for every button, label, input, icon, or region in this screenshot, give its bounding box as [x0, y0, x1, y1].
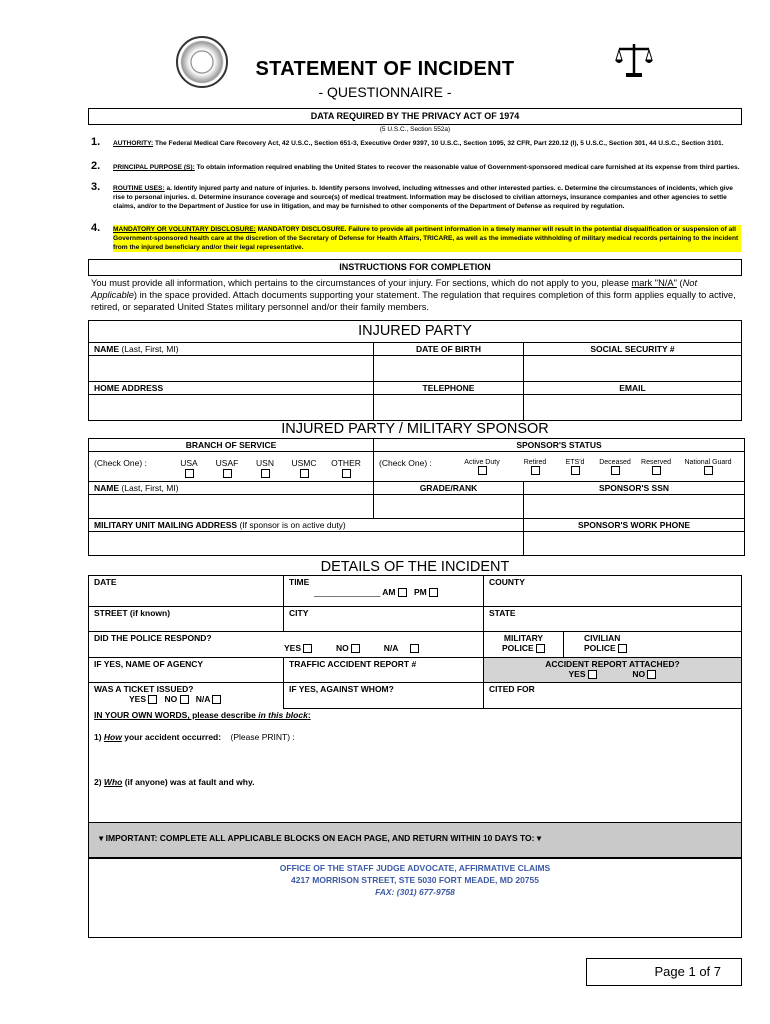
instructions-not-applicable: Not Applicable — [91, 278, 698, 300]
na-label: N/A — [383, 643, 399, 653]
q1-number: 1) — [94, 732, 104, 742]
branch-usn[interactable] — [246, 458, 284, 478]
narrative-block[interactable] — [89, 709, 742, 827]
instructions-text — [91, 277, 741, 313]
routine-uses-text — [113, 184, 741, 211]
branch-usn-checkbox[interactable] — [261, 469, 270, 478]
yes-label: YES — [129, 694, 147, 704]
ticket-no-checkbox[interactable] — [180, 695, 189, 704]
status-deceased-checkbox[interactable] — [611, 466, 620, 475]
social-security-input[interactable] — [524, 356, 742, 382]
incident-table — [88, 575, 742, 827]
military-police-field[interactable] — [484, 632, 564, 658]
privacy-act-citation: (5 U.S.C., Section 552a) — [379, 126, 451, 133]
question-how — [94, 732, 736, 742]
branch-usaf[interactable] — [208, 458, 246, 478]
item-number: 2. — [91, 160, 101, 172]
grade-rank-field[interactable]: GRADE/RANK — [374, 482, 524, 495]
police-yes-checkbox[interactable] — [303, 644, 312, 653]
incident-section-title: DETAILS OF THE INCIDENT — [320, 559, 510, 575]
routine-uses-label: ROUTINE USES: — [113, 185, 165, 192]
injured-name-label: NAME — [94, 344, 120, 354]
police-na-checkbox[interactable] — [410, 644, 419, 653]
injured-name-hint: (Last, First, MI) — [121, 344, 179, 354]
status-deceased[interactable] — [595, 458, 635, 475]
injured-name-input[interactable] — [89, 356, 374, 382]
instructions-part: You must provide all information, which pertains to the circumstances of your injury. For sections, which do not apply to you, please — [91, 278, 632, 288]
authority-body: The Federal Medical Care Recovery Act, 42 U.S.C., Section 651-3, Executive Order 9397, 10 U.S.C., Section 1095, 32 CFR, Part 220.12 (I), 5 U.S.C., Section 301, 44 U.S.C., Section 3101. — [153, 140, 724, 147]
instructions-part: ( — [676, 278, 683, 288]
status-checkboxes — [374, 452, 745, 482]
against-whom-field[interactable]: IF YES, AGAINST WHOM? — [284, 683, 484, 709]
branch-usmc[interactable] — [284, 458, 324, 478]
incident-time-field[interactable] — [284, 576, 484, 607]
city-field[interactable]: CITY — [284, 607, 484, 632]
time-blank: ______________ — [314, 587, 381, 597]
time-label: TIME — [289, 577, 310, 587]
sponsor-work-phone-field[interactable]: SPONSOR'S WORK PHONE — [524, 519, 745, 532]
sponsor-ssn-input[interactable] — [524, 495, 745, 519]
branch-usa-checkbox[interactable] — [185, 469, 194, 478]
branch-label: USMC — [291, 458, 317, 468]
sponsor-section-title: INJURED PARTY / MILITARY SPONSOR — [281, 421, 549, 437]
q2-who: Who — [103, 777, 123, 787]
date-of-birth-input[interactable] — [374, 356, 524, 382]
police-label: POLICE — [584, 643, 616, 653]
privacy-act-heading: DATA REQUIRED BY THE PRIVACY ACT OF 1974 — [88, 108, 742, 125]
routine-uses-body: a. Identify injured party and nature of injuries. b. Identify persons involved, including witnesses and other interested parties. c. Determine the circumstances of incidents, which give rise to personal injuries. d. Determine insurance coverage and source(s) of medical treatment. Information may be disclosed to civilian attorneys, insurance companies and other agencies to settle claims, and/or to the Department of Justice for use in litigation, and may be furnished to other components of the Department of Defense as required by regulation. — [113, 185, 733, 210]
police-respond-label: DID THE POLICE RESPOND? — [94, 633, 212, 643]
civilian-police-checkbox[interactable] — [618, 644, 627, 653]
principal-purpose-label: PRINCIPAL PURPOSE (S): — [113, 164, 195, 171]
street-field[interactable]: STREET (if known) — [89, 607, 284, 632]
return-address-box — [88, 858, 742, 938]
status-retired[interactable] — [515, 458, 555, 475]
email-field[interactable]: EMAIL — [524, 382, 742, 395]
ticket-na-checkbox[interactable] — [212, 695, 221, 704]
no-label: NO — [164, 694, 178, 704]
principal-purpose-text — [113, 163, 741, 172]
status-label: Retired — [523, 459, 547, 466]
telephone-input[interactable] — [374, 395, 524, 421]
sponsor-name-label: NAME — [94, 483, 120, 493]
traffic-report-field[interactable]: TRAFFIC ACCIDENT REPORT # — [284, 658, 484, 683]
branch-other-checkbox[interactable] — [342, 469, 351, 478]
na-label: N/A — [195, 694, 211, 704]
q2-text: (if anyone) was at fault and why. — [122, 777, 255, 787]
sponsor-name-field[interactable] — [89, 482, 374, 495]
yes-label: YES — [568, 669, 586, 679]
question-who — [94, 777, 736, 787]
authority-label: AUTHORITY: — [113, 140, 154, 147]
pm-checkbox[interactable] — [429, 588, 438, 597]
status-etsd-checkbox[interactable] — [571, 466, 580, 475]
am-checkbox[interactable] — [398, 588, 407, 597]
page-subtitle: - QUESTIONNAIRE - — [318, 84, 452, 100]
check-one-label: (Check One) : — [94, 458, 147, 468]
return-address-line2: 4217 MORRISON STREET, STE 5030 FORT MEADE, MD 20755 — [291, 875, 539, 885]
report-yes-checkbox[interactable] — [588, 670, 597, 679]
am-label: AM — [382, 587, 396, 597]
mandatory-disclosure-body: MANDATORY DISCLOSURE. Failure to provide all pertinent information in a timely manner will result in the potential disqualification or suspension of all Government-sponsored health care at the discretion of the Secretary of Defense for Health Affairs, TRICARE, as well as the immediate withholding of military medical records pertaining to the incident from the injured beneficiary and/or their legal representative. — [113, 226, 739, 251]
own-words-part: IN YOUR OWN WORDS, please describe — [94, 710, 259, 720]
status-active-duty-checkbox[interactable] — [478, 466, 487, 475]
important-banner — [88, 822, 742, 858]
military-label: MILITARY — [503, 633, 544, 643]
status-label: ETS'd — [565, 459, 585, 466]
branch-usa[interactable] — [170, 458, 208, 478]
state-field[interactable]: STATE — [484, 607, 742, 632]
report-attached-field[interactable] — [484, 658, 742, 683]
own-words-heading — [94, 710, 736, 720]
q1-how: How — [103, 732, 122, 742]
civilian-label: CIVILIAN — [584, 633, 621, 643]
branch-label: USA — [180, 458, 198, 468]
sponsor-table — [88, 438, 745, 556]
telephone-field[interactable]: TELEPHONE — [374, 382, 524, 395]
page-number: Page 1 of 7 — [586, 958, 742, 986]
item-number: 3. — [91, 181, 101, 193]
home-address-field[interactable]: HOME ADDRESS — [89, 382, 374, 395]
mandatory-disclosure-label: MANDATORY OR VOLUNTARY DISCLOSURE: — [113, 226, 256, 233]
status-reserved[interactable] — [635, 458, 677, 475]
pm-label: PM — [413, 587, 427, 597]
instructions-heading: INSTRUCTIONS FOR COMPLETION — [88, 259, 742, 276]
status-etsd[interactable] — [555, 458, 595, 475]
status-national-guard-checkbox[interactable] — [704, 466, 713, 475]
own-words-emph: in this block — [258, 710, 308, 720]
branch-usmc-checkbox[interactable] — [300, 469, 309, 478]
important-text: IMPORTANT: COMPLETE ALL APPLICABLE BLOCKS ON EACH PAGE, AND RETURN WITHIN 10 DAYS TO: — [105, 833, 535, 843]
yes-label: YES — [284, 643, 302, 653]
q2-number: 2) — [94, 777, 104, 787]
own-words-part: : — [307, 710, 311, 720]
ticket-yes-checkbox[interactable] — [148, 695, 157, 704]
branch-label: USN — [256, 458, 274, 468]
report-no-checkbox[interactable] — [647, 670, 656, 679]
status-label: National Guard — [684, 459, 732, 466]
branch-other[interactable] — [324, 458, 368, 478]
injured-party-title: INJURED PARTY — [89, 321, 742, 343]
sponsor-work-phone-input[interactable] — [524, 532, 745, 556]
status-label: Reserved — [641, 459, 671, 466]
status-retired-checkbox[interactable] — [531, 466, 540, 475]
q1-text: your accident occurred: — [121, 732, 222, 742]
mandatory-disclosure-text — [113, 225, 741, 252]
email-input[interactable] — [524, 395, 742, 421]
return-fax: FAX: (301) 677-9758 — [375, 887, 455, 897]
status-label: Active Duty — [464, 459, 500, 466]
sponsor-ssn-field[interactable]: SPONSOR'S SSN — [524, 482, 745, 495]
item-number: 4. — [91, 222, 101, 234]
cited-for-field[interactable]: CITED FOR — [484, 683, 742, 709]
unit-address-field[interactable] — [89, 519, 524, 532]
ticket-issued-label: WAS A TICKET ISSUED? — [94, 684, 194, 694]
instructions-mark-na: mark "N/A" — [631, 278, 677, 288]
status-national-guard[interactable] — [677, 458, 739, 475]
branch-label: OTHER — [331, 458, 361, 468]
q1-hint: (Please PRINT) : — [230, 732, 295, 742]
unit-address-hint: (If sponsor is on active duty) — [239, 520, 346, 530]
page-title: STATEMENT OF INCIDENT — [255, 58, 515, 80]
principal-purpose-body: To obtain information required enabling the United States to recover the reasonable value of Government-sponsored medical care furnished at its expense from third parties. — [194, 164, 740, 171]
grade-rank-input[interactable] — [374, 495, 524, 519]
instructions-part: ) in the space provided. Attach documents supporting your statement. The regulation that requires completion of this form applies equally to active, retired, or separated United States military personnel and/or their family members. — [91, 290, 736, 312]
military-police-checkbox[interactable] — [536, 644, 545, 653]
status-label: Deceased — [599, 459, 631, 466]
agency-name-field[interactable]: IF YES, NAME OF AGENCY — [89, 658, 284, 683]
branch-label: USAF — [215, 458, 239, 468]
date-of-birth-field[interactable]: DATE OF BIRTH — [374, 343, 524, 356]
branch-of-service-heading: BRANCH OF SERVICE — [89, 439, 374, 452]
police-label: POLICE — [501, 643, 534, 653]
report-attached-label: ACCIDENT REPORT ATTACHED? — [545, 659, 680, 669]
incident-date-field[interactable]: DATE — [89, 576, 284, 607]
status-reserved-checkbox[interactable] — [652, 466, 661, 475]
sponsor-name-hint: (Last, First, MI) — [121, 483, 179, 493]
sponsor-status-heading: SPONSOR'S STATUS — [374, 439, 745, 452]
home-address-input[interactable] — [89, 395, 374, 421]
injured-name-field[interactable] — [89, 343, 374, 356]
branch-usaf-checkbox[interactable] — [223, 469, 232, 478]
status-active-duty[interactable] — [449, 458, 515, 475]
injured-party-table — [88, 320, 742, 421]
police-no-checkbox[interactable] — [351, 644, 360, 653]
arrow-down-icon: ▾ — [99, 833, 104, 843]
county-field[interactable]: COUNTY — [484, 576, 742, 607]
branch-checkboxes — [89, 452, 374, 482]
no-label: NO — [632, 669, 646, 679]
police-respond-field[interactable] — [89, 632, 484, 658]
sponsor-name-input[interactable] — [89, 495, 374, 519]
ticket-issued-field[interactable] — [89, 683, 284, 709]
unit-address-input[interactable] — [89, 532, 524, 556]
civilian-police-field[interactable] — [564, 632, 742, 658]
return-address-line1: OFFICE OF THE STAFF JUDGE ADVOCATE, AFFIRMATIVE CLAIMS — [279, 863, 551, 873]
arrow-down-icon: ▾ — [536, 833, 542, 843]
check-one-label: (Check One) : — [379, 458, 432, 468]
no-label: NO — [336, 643, 349, 653]
unit-address-label: MILITARY UNIT MAILING ADDRESS — [94, 520, 238, 530]
authority-text — [113, 139, 741, 148]
item-number: 1. — [91, 136, 101, 148]
social-security-field[interactable]: SOCIAL SECURITY # — [524, 343, 742, 356]
